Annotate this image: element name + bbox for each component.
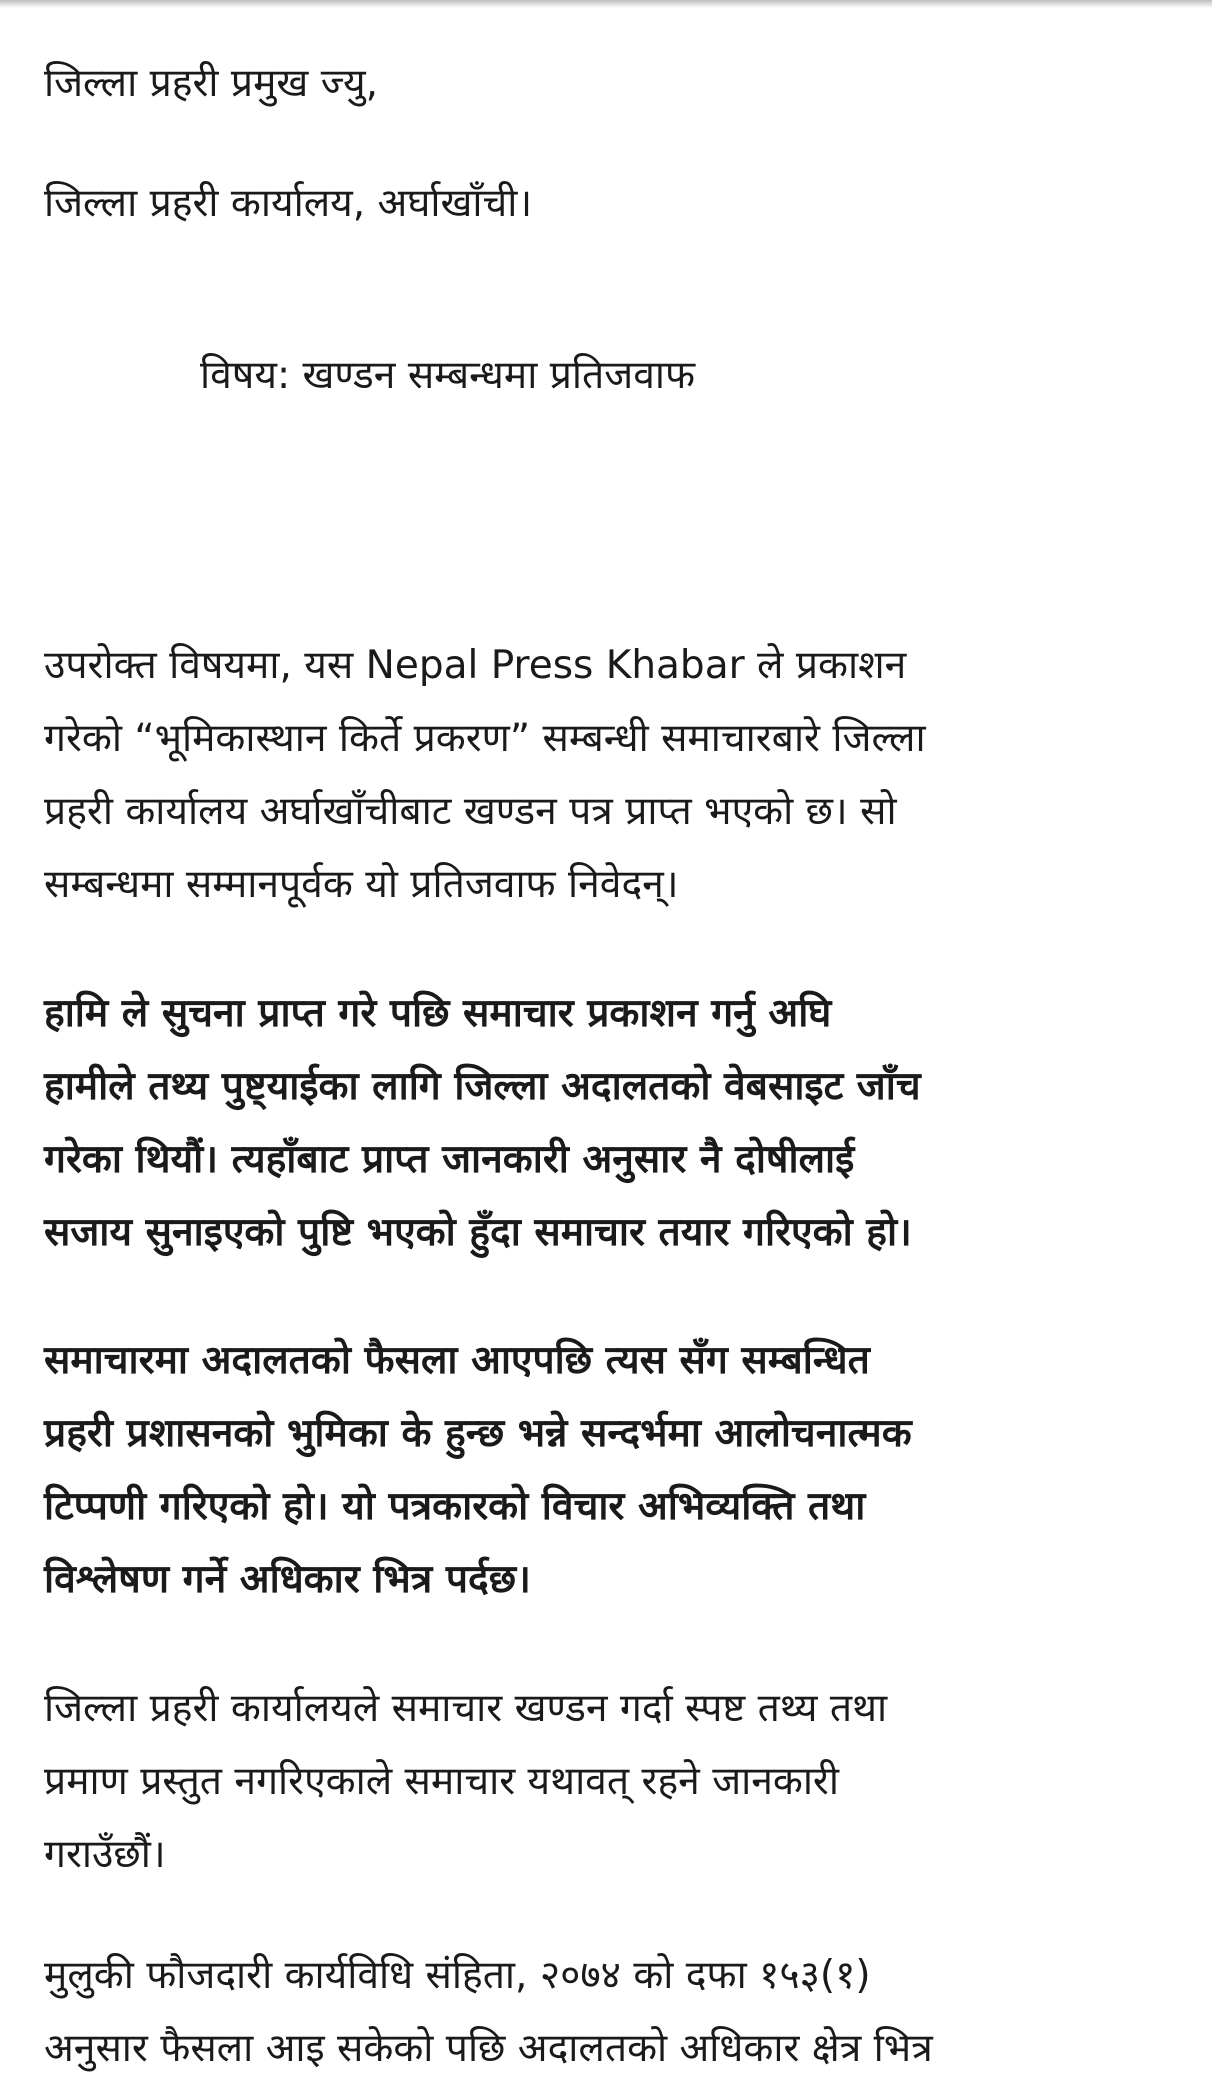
paragraph-5-line: मुलुकी फौजदारी कार्यविधि संहिता, २०७४ को दफा १५३(१): [44, 1953, 871, 1998]
paragraph-3-line: टिप्पणी गरिएको हो। यो पत्रकारको विचार अभिव्यक्ति तथा: [44, 1484, 866, 1529]
top-shadow: [0, 0, 1212, 8]
addressee-line-2: जिल्ला प्रहरी कार्यालय, अर्घाखाँची।: [44, 181, 533, 226]
paragraph-4-line: जिल्ला प्रहरी कार्यालयले समाचार खण्डन गर्दा स्पष्ट तथ्य तथा: [44, 1686, 888, 1731]
subject-line: विषय: खण्डन सम्बन्धमा प्रतिजवाफ: [200, 353, 696, 398]
paragraph-3-line: प्रहरी प्रशासनको भुमिका के हुन्छ भन्ने सन्दर्भमा आलोचनात्मक: [44, 1411, 912, 1456]
paragraph-1-line: गरेको “भूमिकास्थान किर्ते प्रकरण” सम्बन्धी समाचारबारे जिल्ला: [44, 716, 926, 761]
paragraph-2-line: हामि ले सुचना प्राप्त गरे पछि समाचार प्रकाशन गर्नु अघि: [44, 991, 832, 1036]
paragraph-3-line: विश्लेषण गर्ने अधिकार भित्र पर्दछ।: [44, 1557, 531, 1602]
paragraph-1-line: उपरोक्त विषयमा, यस Nepal Press Khabar ले प्रकाशन: [44, 643, 907, 688]
paragraph-2-line: हामीले तथ्य पुष्ट्याईका लागि जिल्ला अदालतको वेबसाइट जाँच: [44, 1064, 921, 1109]
paragraph-3-line: समाचारमा अदालतको फैसला आएपछि त्यस सँग सम्बन्धित: [44, 1338, 870, 1383]
paragraph-1-line: प्रहरी कार्यालय अर्घाखाँचीबाट खण्डन पत्र प्राप्त भएको छ। सो: [44, 789, 897, 834]
paragraph-2-line: सजाय सुनाइएको पुष्टि भएको हुँदा समाचार तयार गरिएको हो।: [44, 1210, 912, 1255]
paragraph-4-line: गराउँछौं।: [44, 1832, 166, 1877]
paragraph-1-line: सम्बन्धमा सम्मानपूर्वक यो प्रतिजवाफ निवेदन्।: [44, 862, 679, 907]
paragraph-2-line: गरेका थियौं। त्यहाँबाट प्राप्त जानकारी अनुसार नै दोषीलाई: [44, 1137, 855, 1182]
paragraph-5-line: अनुसार फैसला आइ सकेको पछि अदालतको अधिकार क्षेत्र भित्र: [44, 2026, 933, 2071]
addressee-line-1: जिल्ला प्रहरी प्रमुख ज्यु,: [44, 61, 379, 106]
paragraph-4-line: प्रमाण प्रस्तुत नगरिएकाले समाचार यथावत् रहने जानकारी: [44, 1759, 839, 1804]
